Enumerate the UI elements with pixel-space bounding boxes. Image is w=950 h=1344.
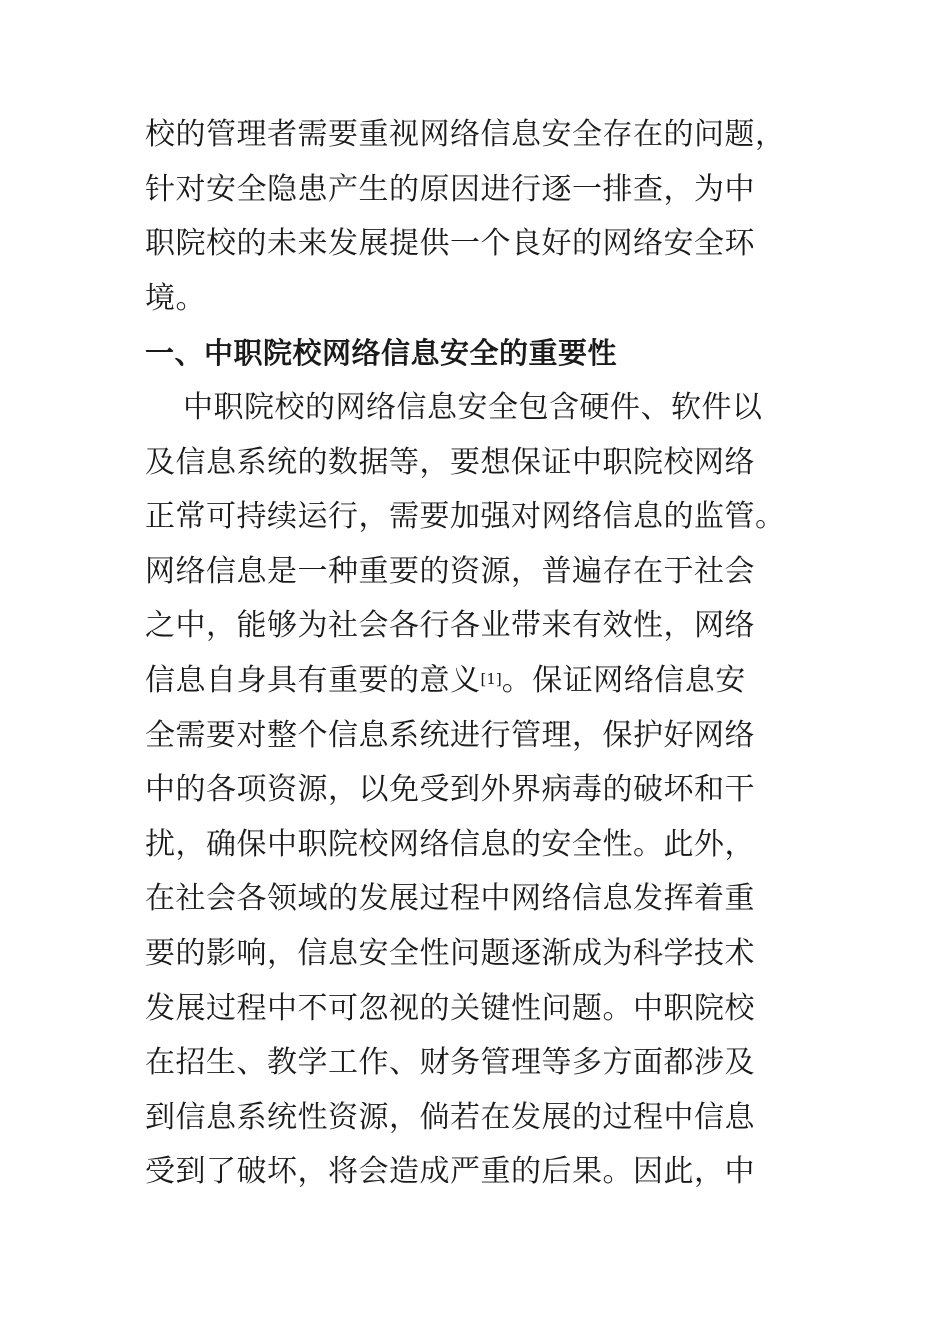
paragraph-line: 及信息系统的数据等，要想保证中职院校网络 — [145, 444, 755, 480]
paragraph-line: 受到了破坏，将会造成严重的后果。因此，中 — [145, 1154, 755, 1190]
paragraph-line: 中的各项资源，以免受到外界病毒的破坏和干 — [145, 772, 755, 808]
paragraph-line: 全需要对整个信息系统进行管理，保护好网络 — [145, 717, 755, 753]
paragraph-line: 在社会各领域的发展过程中网络信息发挥着重 — [145, 881, 755, 917]
citation-marker: [1] — [480, 669, 502, 688]
line-text-after-citation: 。保证网络信息安 — [501, 662, 746, 698]
paragraph-line: 网络信息是一种重要的资源，普遍存在于社会 — [145, 553, 755, 589]
paragraph-line: 之中，能够为社会各行各业带来有效性，网络 — [145, 608, 755, 644]
paragraph-line: 境。 — [145, 280, 206, 316]
paragraph-line: 正常可持续运行，需要加强对网络信息的监管。 — [145, 499, 786, 535]
document-text — [145, 108, 825, 1200]
paragraph-line: 职院校的未来发展提供一个良好的网络安全环 — [145, 226, 755, 262]
paragraph-line: 扰，确保中职院校网络信息的安全性。此外， — [145, 826, 755, 862]
paragraph-line: 针对安全隐患产生的原因进行逐一排查，为中 — [145, 171, 755, 207]
paragraph-line: 在招生、教学工作、财务管理等多方面都涉及 — [145, 1045, 755, 1081]
paragraph-line: 发展过程中不可忽视的关键性问题。中职院校 — [145, 990, 755, 1026]
paragraph-line-with-citation — [145, 654, 825, 709]
line-text-before-citation: 信息自身具有重要的意义 — [145, 662, 481, 698]
paragraph-line: 中职院校的网络信息安全包含硬件、软件以 — [183, 389, 763, 425]
paragraph-line: 校的管理者需要重视网络信息安全存在的问题， — [145, 117, 786, 152]
paragraph-line: 到信息系统性资源，倘若在发展的过程中信息 — [145, 1099, 755, 1135]
paragraph-line: 要的影响，信息安全性问题逐渐成为科学技术 — [145, 935, 755, 971]
section-heading: 一、中职院校网络信息安全的重要性 — [145, 336, 618, 371]
